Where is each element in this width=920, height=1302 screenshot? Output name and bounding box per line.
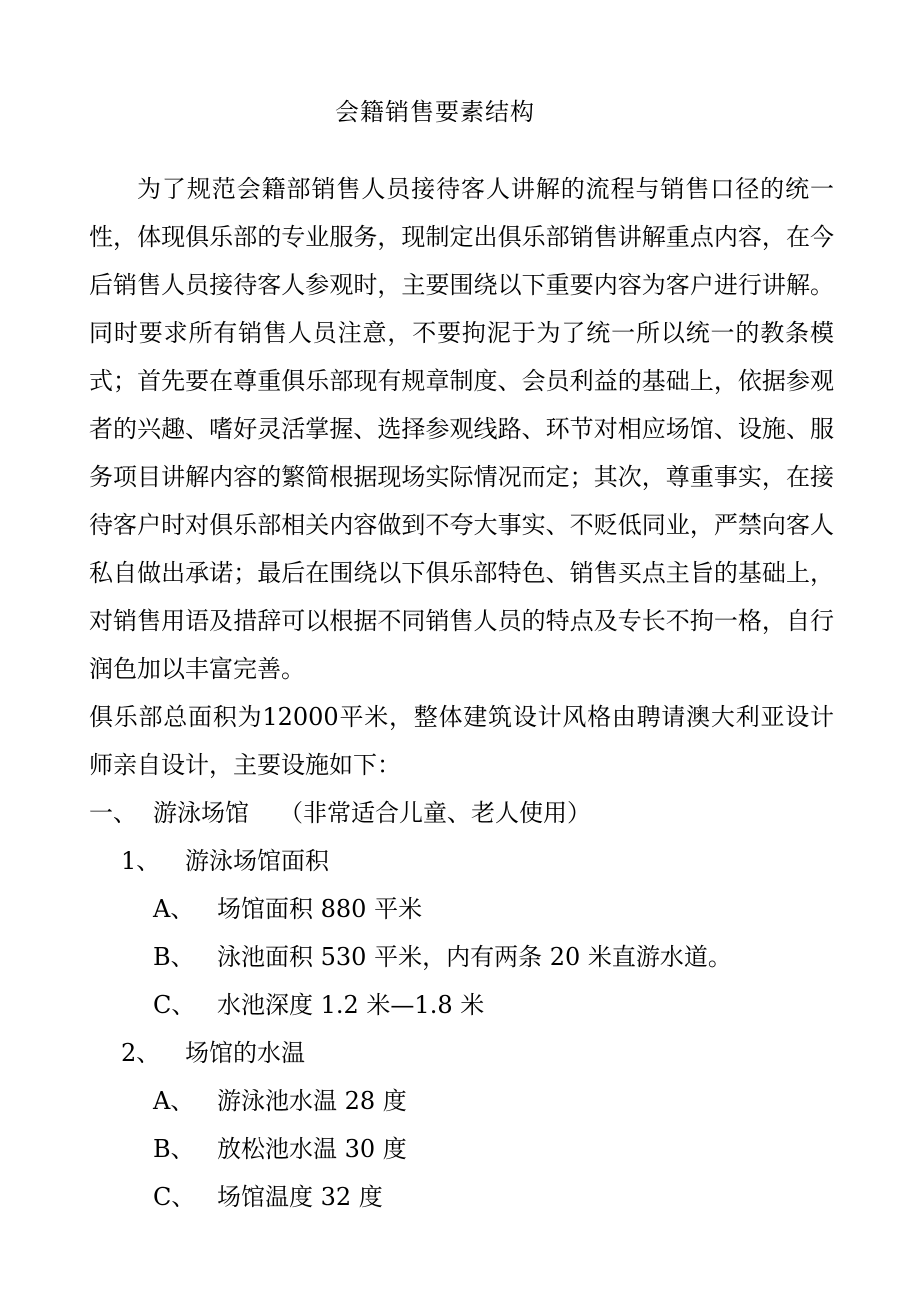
list-item [153, 1125, 407, 1173]
list-item [153, 1173, 383, 1221]
list-item-text: 放松池水温 30 度 [217, 1135, 407, 1163]
list-item [153, 885, 422, 933]
document-title: 会籍销售要素结构 [335, 98, 535, 126]
list-item-text: 游泳池水温 28 度 [217, 1087, 407, 1115]
list-item-text: 场馆温度 32 度 [217, 1183, 383, 1211]
section-note: （非常适合儿童、老人使用） [279, 799, 591, 827]
overview-paragraph: 俱乐部总面积为12000平米，整体建筑设计风格由聘请澳大利亚设计师亲自设计，主要设施如下： [89, 703, 834, 779]
list-item-marker: A、 [153, 1087, 195, 1115]
list-item-marker: A、 [153, 895, 195, 923]
subsection-heading [121, 1029, 305, 1077]
section-title: 游泳场馆 [153, 799, 249, 827]
list-item-marker: B、 [153, 1135, 195, 1163]
subsection-title: 场馆的水温 [185, 1039, 305, 1067]
list-item-marker: B、 [153, 943, 195, 971]
section-heading [89, 789, 591, 837]
list-item-marker: C、 [153, 991, 196, 1019]
subsection-title: 游泳场馆面积 [185, 847, 329, 875]
subsection-marker: 2、 [121, 1039, 161, 1067]
list-item [153, 1077, 407, 1125]
subsection-marker: 1、 [121, 847, 161, 875]
section-marker: 一、 [89, 799, 137, 827]
list-item [153, 981, 484, 1029]
subsection-heading [121, 837, 329, 885]
intro-paragraph: 为了规范会籍部销售人员接待客人讲解的流程与销售口径的统一性，体现俱乐部的专业服务，现制定出俱乐部销售讲解重点内容，在今后销售人员接待客人参观时，主要围绕以下重要内容为客户进行讲解。同时要求所有销售人员注意，不要拘泥于为了统一所以统一的教条模式；首先要在尊重俱乐部现有规章制度、会员利益的基础上，依据参观者的兴趣、嗜好灵活掌握、选择参观线路、环节对相应场馆、设施、服务项目讲解内容的繁简根据现场实际情况而定；其次，尊重事实，在接待客户时对俱乐部相关内容做到不夸大事实、不贬低同业，严禁向客人私自做出承诺；最后在围绕以下俱乐部特色、销售买点主旨的基础上，对销售用语及措辞可以根据不同销售人员的特点及专长不拘一格，自行润色加以丰富完善。 [89, 175, 834, 683]
list-item-text: 水池深度 1.2 米—1.8 米 [217, 991, 485, 1019]
list-item [153, 933, 732, 981]
list-item-marker: C、 [153, 1183, 196, 1211]
list-item-text: 泳池面积 530 平米，内有两条 20 米直游水道。 [217, 943, 732, 971]
list-item-text: 场馆面积 880 平米 [217, 895, 423, 923]
